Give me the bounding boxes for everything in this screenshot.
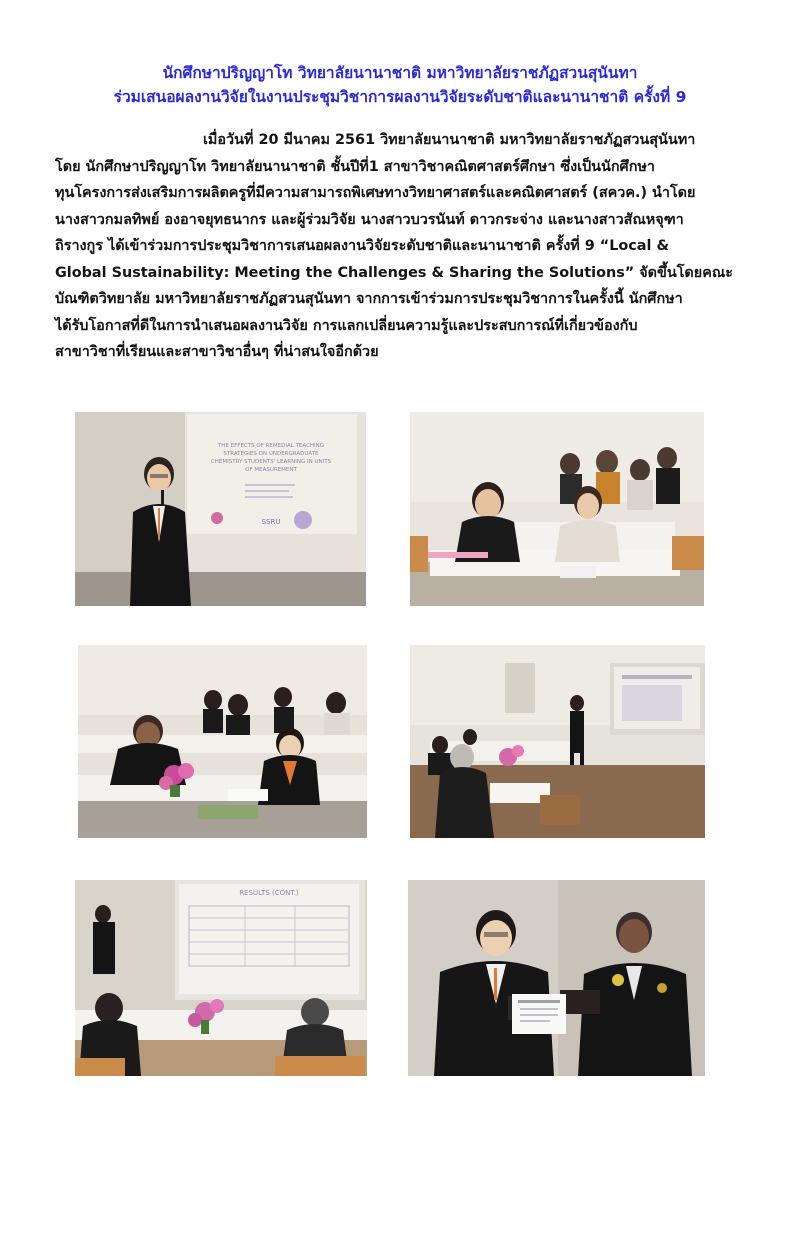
svg-text:OF MEASUREMENT: OF MEASUREMENT: [245, 467, 297, 473]
article-title-line-1: นักศึกษาปริญญาโท วิทยาลัยนานาชาติ มหาวิทยาลัยราชภัฏสวนสุนันทา: [162, 64, 638, 82]
svg-text:STRATEGIES ON UNDERGRADUATE: STRATEGIES ON UNDERGRADUATE: [223, 451, 319, 457]
body-line: นางสาวกมลทิพย์ องอาจยุทธนากร และผู้ร่วมวิจัย นางสาวบวรนันท์ ดาวกระจ่าง และนางสาวสัณหจุฑา: [55, 211, 684, 228]
photo-presenter-speaking: [75, 412, 366, 606]
body-line: โดย นักศึกษาปริญญาโท วิทยาลัยนานาชาติ ชั้นปีที่1 สาขาวิชาคณิตศาสตร์ศึกษา ซึ่งเป็นนักศึกษา: [55, 158, 655, 175]
photo-audience: [410, 412, 704, 606]
svg-text:RESULTS (CONT.): RESULTS (CONT.): [239, 889, 299, 897]
body-line: Global Sustainability: Meeting the Challenges & Sharing the Solutions” จัดขึ้นโดยคณะ: [55, 264, 733, 281]
article-title-line-2: ร่วมเสนอผลงานวิจัยในงานประชุมวิชาการผลงานวิจัยระดับชาติและนานาชาติ ครั้งที่ 9: [113, 88, 687, 106]
photo-results-presentation: [75, 880, 367, 1076]
svg-text:CHEMISTRY STUDENTS' LEARNING I: CHEMISTRY STUDENTS' LEARNING IN UNITS: [210, 459, 332, 465]
body-line: สาขาวิชาที่เรียนและสาขาวิชาอื่นๆ ที่น่าสนใจอีกด้วย: [55, 344, 379, 360]
body-line: ทุนโครงการส่งเสริมการผลิตครูที่มีความสามารถพิเศษทางวิทยาศาสตร์และคณิตศาสตร์ (สควค.) นำโดย: [55, 185, 696, 201]
photo-room-view: [410, 645, 705, 838]
photo-certificate-handover: [408, 880, 705, 1076]
svg-text:THE EFFECTS OF REMEDIAL TEACHI: THE EFFECTS OF REMEDIAL TEACHING: [217, 443, 325, 449]
photo-committee-panel: [78, 645, 367, 838]
body-line: บัณฑิตวิทยาลัย มหาวิทยาลัยราชภัฏสวนสุนันทา จากการเข้าร่วมการประชุมวิชาการในครั้งนี้ นักศึกษา: [55, 291, 683, 307]
svg-text:SSRU: SSRU: [261, 518, 281, 526]
body-line: ได้รับโอกาสที่ดีในการนำเสนอผลงานวิจัย การแลกเปลี่ยนความรู้และประสบการณ์ที่เกี่ยวข้องกับ: [55, 317, 638, 334]
body-line: เมื่อวันที่ 20 มีนาคม 2561 วิทยาลัยนานาชาติ มหาวิทยาลัยราชภัฏสวนสุนันทา: [203, 132, 696, 148]
body-line: ถิรางกูร ได้เข้าร่วมการประชุมวิชาการเสนอผลงานวิจัยระดับชาติและนานาชาติ ครั้งที่ 9 “Local &: [55, 238, 670, 254]
article-body: [55, 127, 755, 366]
